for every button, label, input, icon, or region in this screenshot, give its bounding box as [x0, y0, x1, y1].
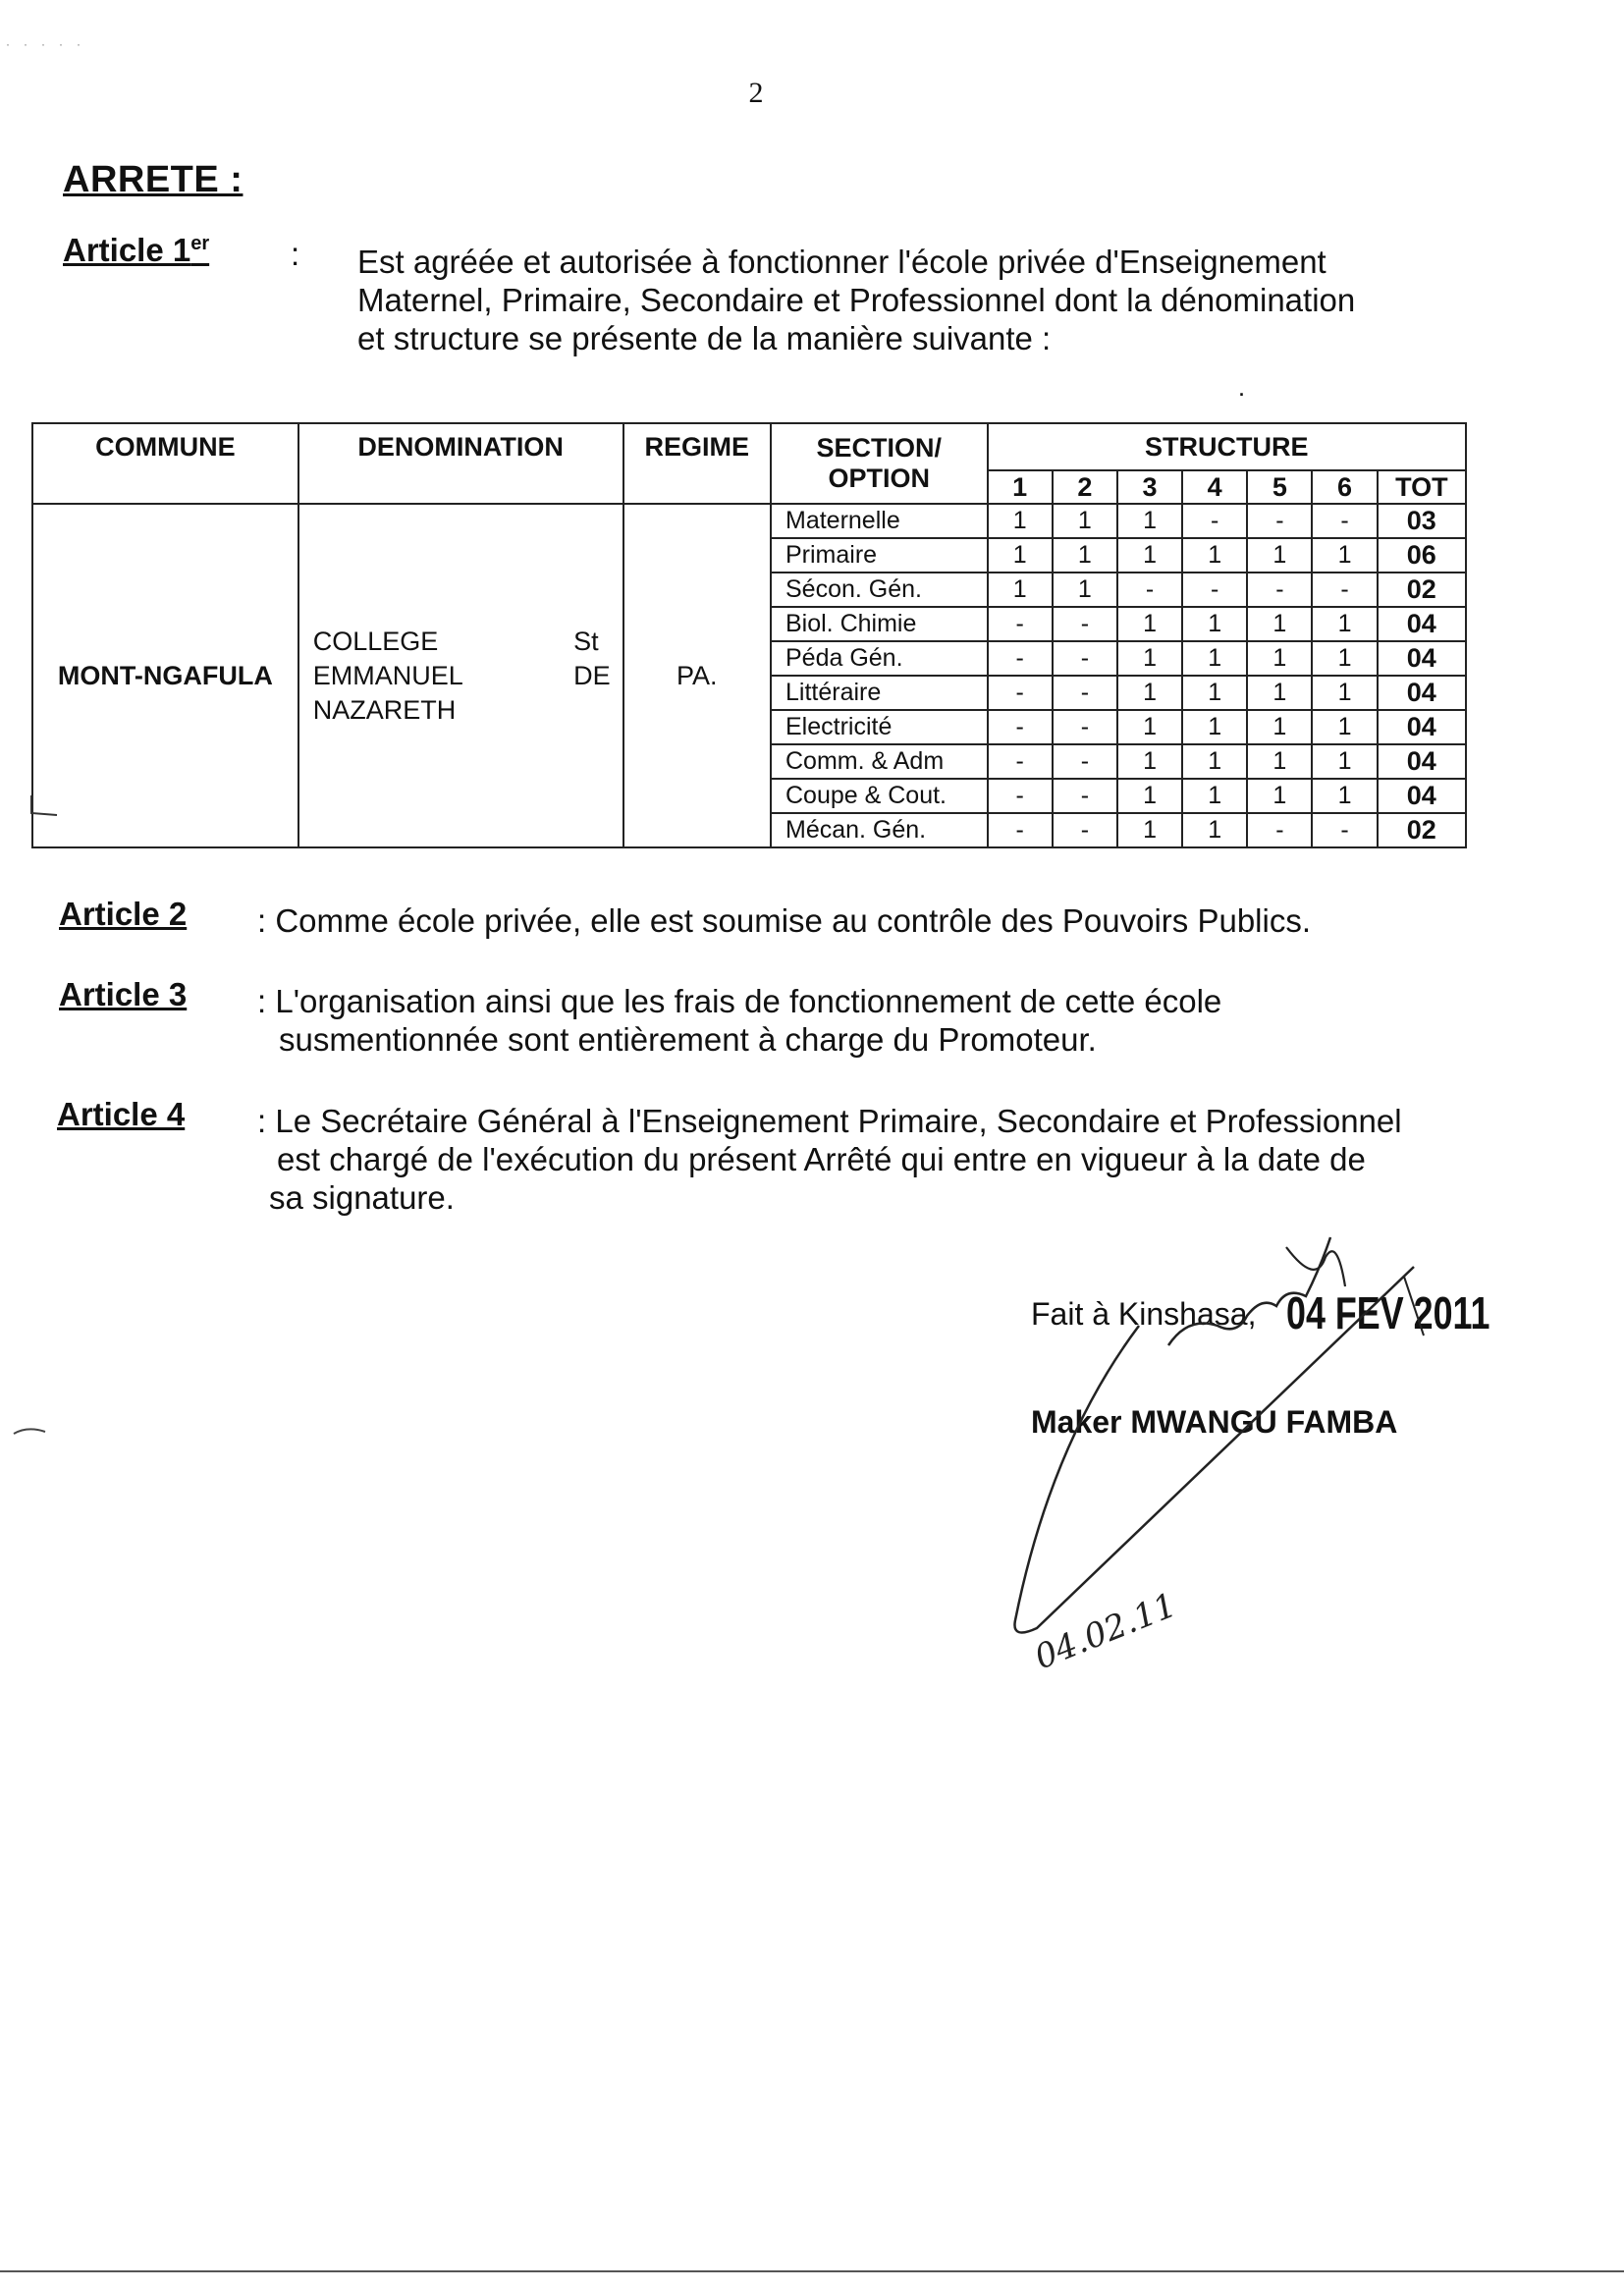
- header-section-option: [771, 423, 988, 504]
- year-cell: 1: [1182, 641, 1247, 676]
- year-cell: 1: [1117, 779, 1182, 813]
- header-commune: COMMUNE: [32, 423, 298, 504]
- margin-tick-mark: [10, 793, 59, 823]
- year-cell: -: [1053, 744, 1117, 779]
- scan-edge-dots: ·····: [6, 37, 94, 51]
- article-2-label: Article 2: [59, 896, 188, 932]
- header-year-5: 5: [1247, 470, 1312, 504]
- denomination-word: EMMANUEL: [312, 660, 463, 690]
- section-cell: Sécon. Gén.: [771, 573, 988, 607]
- year-cell: 1: [1312, 744, 1377, 779]
- article-2-text: [257, 901, 1311, 940]
- section-cell: Maternelle: [771, 504, 988, 538]
- tot-cell: 04: [1378, 779, 1466, 813]
- handwritten-signature: [992, 1227, 1453, 1679]
- header-year-1: 1: [988, 470, 1053, 504]
- year-cell: 1: [1247, 641, 1312, 676]
- section-cell: Comm. & Adm: [771, 744, 988, 779]
- decree-heading: ARRETE :: [63, 159, 244, 200]
- section-cell: Littéraire: [771, 676, 988, 710]
- year-cell: 1: [1247, 538, 1312, 573]
- year-cell: 1: [1053, 504, 1117, 538]
- year-cell: 1: [1182, 676, 1247, 710]
- article-4-text: [257, 1102, 1402, 1217]
- year-cell: -: [1182, 573, 1247, 607]
- header-year-6: 6: [1312, 470, 1377, 504]
- header-year-2: 2: [1053, 470, 1117, 504]
- year-cell: -: [988, 744, 1053, 779]
- header-year-3: 3: [1117, 470, 1182, 504]
- year-cell: -: [1312, 573, 1377, 607]
- year-cell: 1: [1182, 538, 1247, 573]
- year-cell: 1: [1117, 813, 1182, 847]
- year-cell: 1: [1117, 641, 1182, 676]
- year-cell: -: [1053, 813, 1117, 847]
- year-cell: -: [1053, 607, 1117, 641]
- article-1-label-superscript: er: [190, 233, 210, 254]
- article-1-line: et structure se présente de la manière suivante :: [357, 320, 1052, 356]
- year-cell: 1: [1117, 504, 1182, 538]
- table-row: [32, 504, 1466, 538]
- year-cell: -: [1117, 573, 1182, 607]
- article-3-label: Article 3: [59, 976, 188, 1012]
- year-cell: -: [1053, 676, 1117, 710]
- article-3-text: [257, 982, 1221, 1059]
- year-cell: 1: [1312, 710, 1377, 744]
- year-cell: -: [1247, 573, 1312, 607]
- article-1-line: Maternel, Primaire, Secondaire et Professionnel dont la dénomination: [357, 282, 1356, 318]
- denomination-word: St: [573, 626, 599, 656]
- section-cell: Electricité: [771, 710, 988, 744]
- tot-cell: 04: [1378, 710, 1466, 744]
- year-cell: 1: [1182, 779, 1247, 813]
- article-3-line: susmentionnée sont entièrement à charge du Promoteur.: [279, 1021, 1097, 1058]
- year-cell: 1: [1182, 813, 1247, 847]
- year-cell: 1: [1247, 676, 1312, 710]
- section-cell: Mécan. Gén.: [771, 813, 988, 847]
- article-1-separator: :: [291, 236, 300, 272]
- regime-cell: PA.: [623, 504, 771, 847]
- year-cell: -: [988, 607, 1053, 641]
- scan-speck: ·: [1239, 385, 1245, 405]
- year-cell: -: [1312, 504, 1377, 538]
- tot-cell: 04: [1378, 641, 1466, 676]
- article-4-line: [257, 1102, 1402, 1140]
- denomination-cell: [298, 504, 623, 847]
- tot-cell: 02: [1378, 813, 1466, 847]
- place-of-signing: Fait à Kinshasa,: [1031, 1296, 1257, 1332]
- year-cell: 1: [1117, 744, 1182, 779]
- article-1-label-text: Article 1: [63, 232, 191, 268]
- article-4-separator: :: [257, 1103, 267, 1139]
- denomination-word: COLLEGE: [312, 626, 439, 656]
- scan-bottom-edge: [0, 2270, 1624, 2272]
- article-2-separator: :: [257, 902, 267, 939]
- year-cell: 1: [988, 573, 1053, 607]
- page-number: 2: [748, 77, 764, 109]
- year-cell: -: [1053, 641, 1117, 676]
- year-cell: -: [1182, 504, 1247, 538]
- denomination-word: NAZARETH: [312, 694, 457, 725]
- year-cell: 1: [1182, 710, 1247, 744]
- year-cell: 1: [988, 504, 1053, 538]
- header-tot: TOT: [1378, 470, 1466, 504]
- header-regime: REGIME: [623, 423, 771, 504]
- article-2-line: [257, 901, 1311, 940]
- year-cell: 1: [1247, 744, 1312, 779]
- year-cell: 1: [1182, 607, 1247, 641]
- year-cell: -: [1053, 779, 1117, 813]
- article-4-line: est chargé de l'exécution du présent Arrêté qui entre en vigueur à la date de: [277, 1141, 1366, 1177]
- header-section: SECTION/: [816, 433, 943, 463]
- year-cell: 1: [1117, 607, 1182, 641]
- year-cell: 1: [1117, 676, 1182, 710]
- year-cell: 1: [1312, 607, 1377, 641]
- year-cell: 1: [988, 538, 1053, 573]
- article-2-line-text: Comme école privée, elle est soumise au contrôle des Pouvoirs Publics.: [275, 902, 1312, 939]
- article-3-line-text: L'organisation ainsi que les frais de fonctionnement de cette école: [275, 983, 1222, 1019]
- year-cell: 1: [1053, 538, 1117, 573]
- year-cell: -: [988, 676, 1053, 710]
- denomination-word: DE: [573, 660, 611, 690]
- year-cell: 1: [1117, 538, 1182, 573]
- section-cell: Biol. Chimie: [771, 607, 988, 641]
- year-cell: -: [988, 641, 1053, 676]
- year-cell: -: [988, 710, 1053, 744]
- year-cell: 1: [1312, 641, 1377, 676]
- year-cell: -: [1247, 504, 1312, 538]
- article-1-line: Est agréée et autorisée à fonctionner l'école privée d'Enseignement: [357, 244, 1326, 280]
- year-cell: -: [1312, 813, 1377, 847]
- tot-cell: 04: [1378, 676, 1466, 710]
- article-4-line: sa signature.: [269, 1179, 455, 1216]
- tot-cell: 02: [1378, 573, 1466, 607]
- tot-cell: 06: [1378, 538, 1466, 573]
- article-3-line: [257, 982, 1221, 1020]
- handwritten-date: 04.02.11: [1029, 1585, 1182, 1678]
- header-year-4: 4: [1182, 470, 1247, 504]
- tot-cell: 04: [1378, 744, 1466, 779]
- year-cell: 1: [1117, 710, 1182, 744]
- year-cell: -: [988, 813, 1053, 847]
- section-cell: Péda Gén.: [771, 641, 988, 676]
- year-cell: 1: [1247, 607, 1312, 641]
- year-cell: 1: [1312, 779, 1377, 813]
- article-3-separator: :: [257, 983, 267, 1019]
- year-cell: 1: [1053, 573, 1117, 607]
- signatory-name: Maker MWANGU FAMBA: [1031, 1404, 1398, 1440]
- year-cell: 1: [1182, 744, 1247, 779]
- year-cell: 1: [1312, 676, 1377, 710]
- header-denomination: DENOMINATION: [298, 423, 623, 504]
- year-cell: -: [988, 779, 1053, 813]
- year-cell: -: [1053, 710, 1117, 744]
- margin-tick-mark: [10, 1424, 49, 1444]
- article-4-line-text: Le Secrétaire Général à l'Enseignement Primaire, Secondaire et Professionnel: [275, 1103, 1402, 1139]
- header-structure: STRUCTURE: [988, 423, 1466, 470]
- tot-cell: 03: [1378, 504, 1466, 538]
- date-stamp: 04 FEV 2011: [1286, 1287, 1490, 1338]
- year-cell: 1: [1247, 779, 1312, 813]
- section-cell: Primaire: [771, 538, 988, 573]
- article-1-text: [357, 243, 1355, 357]
- section-cell: Coupe & Cout.: [771, 779, 988, 813]
- tot-cell: 04: [1378, 607, 1466, 641]
- header-option: OPTION: [828, 464, 931, 493]
- article-4-label: Article 4: [57, 1096, 186, 1132]
- school-structure-table: [31, 422, 1467, 848]
- year-cell: -: [1247, 813, 1312, 847]
- year-cell: 1: [1312, 538, 1377, 573]
- year-cell: 1: [1247, 710, 1312, 744]
- article-1-label: [63, 232, 209, 269]
- commune-cell: MONT-NGAFULA: [32, 504, 298, 847]
